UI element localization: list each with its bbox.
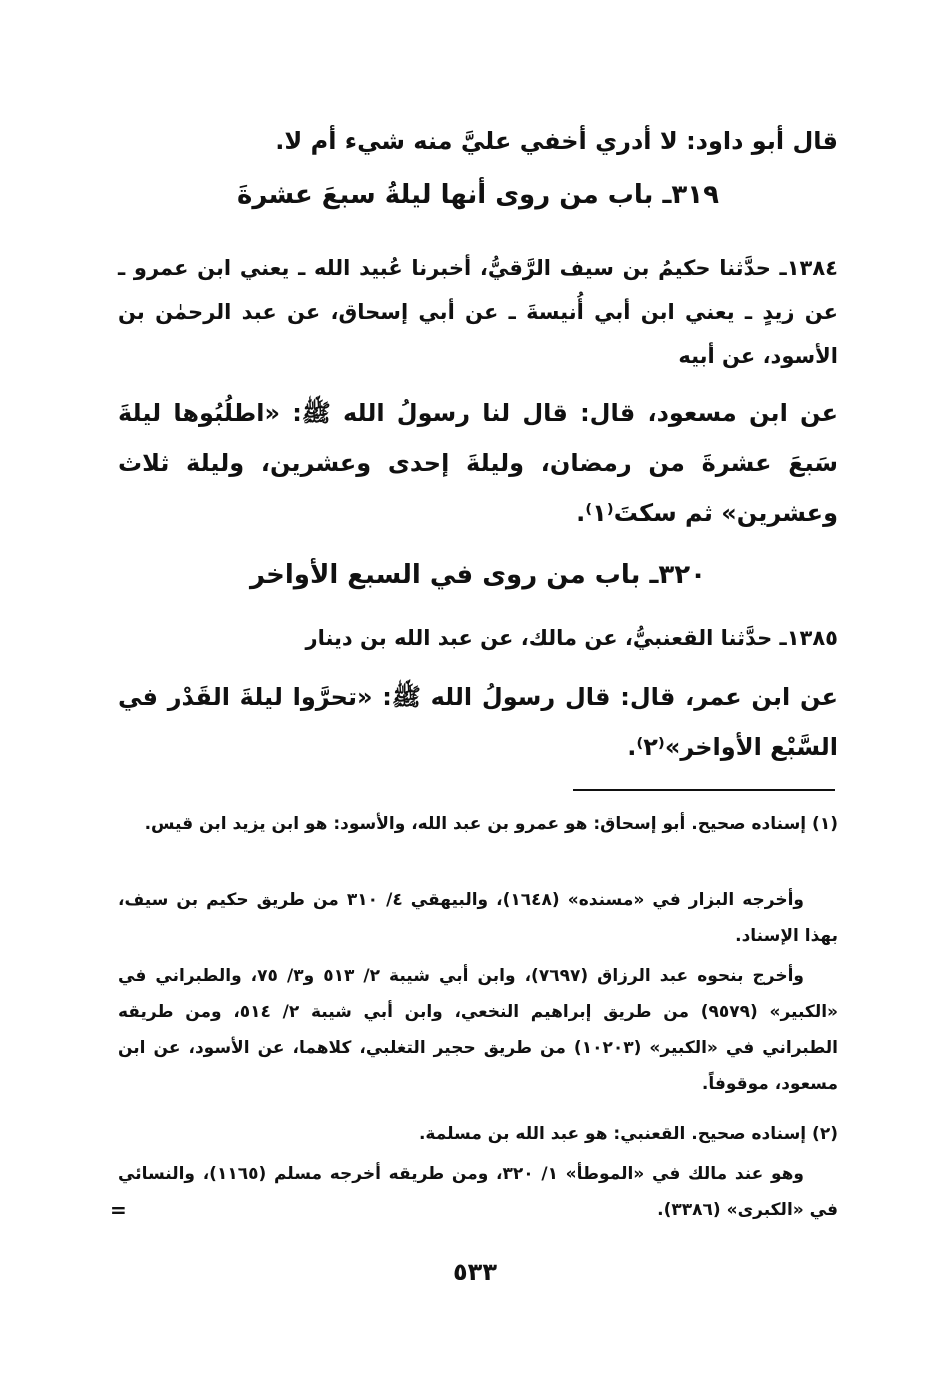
footnote-separator	[573, 789, 835, 791]
footnote-2: (٢) إسناده صحيح. القعنبي: هو عبد الله بن مسلمة.	[418, 1124, 838, 1144]
footnote-2-continuation: وهو عند مالك في «الموطأ» ١/ ٣٢٠، ومن طريقه أخرجه مسلم (١١٦٥)، والنسائي في «الكبرى» (٣٣٨٦).	[118, 1164, 838, 1220]
continuation-mark: =	[110, 1198, 127, 1222]
chapter-heading-319: ٣١٩ـ باب من روى أنها ليلةُ سبعَ عشرةَ	[236, 180, 719, 210]
footnote-1-continuation-a: وأخرجه البزار في «مسنده» (١٦٤٨)، والبيهقي ٤/ ٣١٠ من طريق حكيم بن سيف، بهذا الإسناد.	[118, 890, 838, 946]
opening-line: قال أبو داود: لا أدري أخفي عليَّ منه شيء أم لا.	[275, 127, 838, 155]
hadith-isnad-1384: ١٣٨٤ـ حدَّثنا حكيمُ بن سيف الرَّقيُّ، أخبرنا عُبيد الله ـ يعني ابن عمرو ـ عن زيدٍ ـ يعني ابن أبي أُنيسةَ ـ عن أبي إسحاق، عن عبد الرحمٰن بن الأسود، عن أبيه	[118, 256, 838, 368]
hadith-matn-1385: عن ابن عمر، قال: قال رسولُ الله ﷺ: «تحرَّوا ليلةَ القَدْر في السَّبْع الأواخر»⁽٢⁾.	[118, 683, 838, 761]
hadith-isnad-1385: ١٣٨٥ـ حدَّثنا القعنبيُّ، عن مالك، عن عبد الله بن دينار	[305, 626, 838, 650]
hadith-matn-1384: عن ابن مسعود، قال: قال لنا رسولُ الله ﷺ: «اطلُبُوها ليلةَ سَبعَ عشرةَ من رمضان، وليلةَ إحدى وعشرين، وليلة ثلاث وعشرين» ثم سكتَ⁽١⁾.	[118, 399, 838, 527]
chapter-heading-320: ٣٢٠ـ باب من روى في السبع الأواخر	[249, 560, 706, 590]
footnote-1-continuation-b: وأخرج بنحوه عبد الرزاق (٧٦٩٧)، وابن أبي شيبة ٢/ ٥١٣ و٣/ ٧٥، والطبراني في «الكبير» (٩٥٧٩) من طريق إبراهيم النخعي، وابن أبي شيبة ٢/ ٥١٤، ومن طريقه الطبراني في «الكبير» (١٠٢٠٣) من طريق حجير التغلبي، كلاهما، عن الأسود، عن ابن مسعود، موقوفاً.	[118, 966, 839, 1094]
page-number: ٥٣٣	[453, 1258, 497, 1286]
footnote-1: (١) إسناده صحيح. أبو إسحاق: هو عمرو بن عبد الله، والأسود: هو ابن يزيد ابن قيس.	[144, 814, 838, 834]
